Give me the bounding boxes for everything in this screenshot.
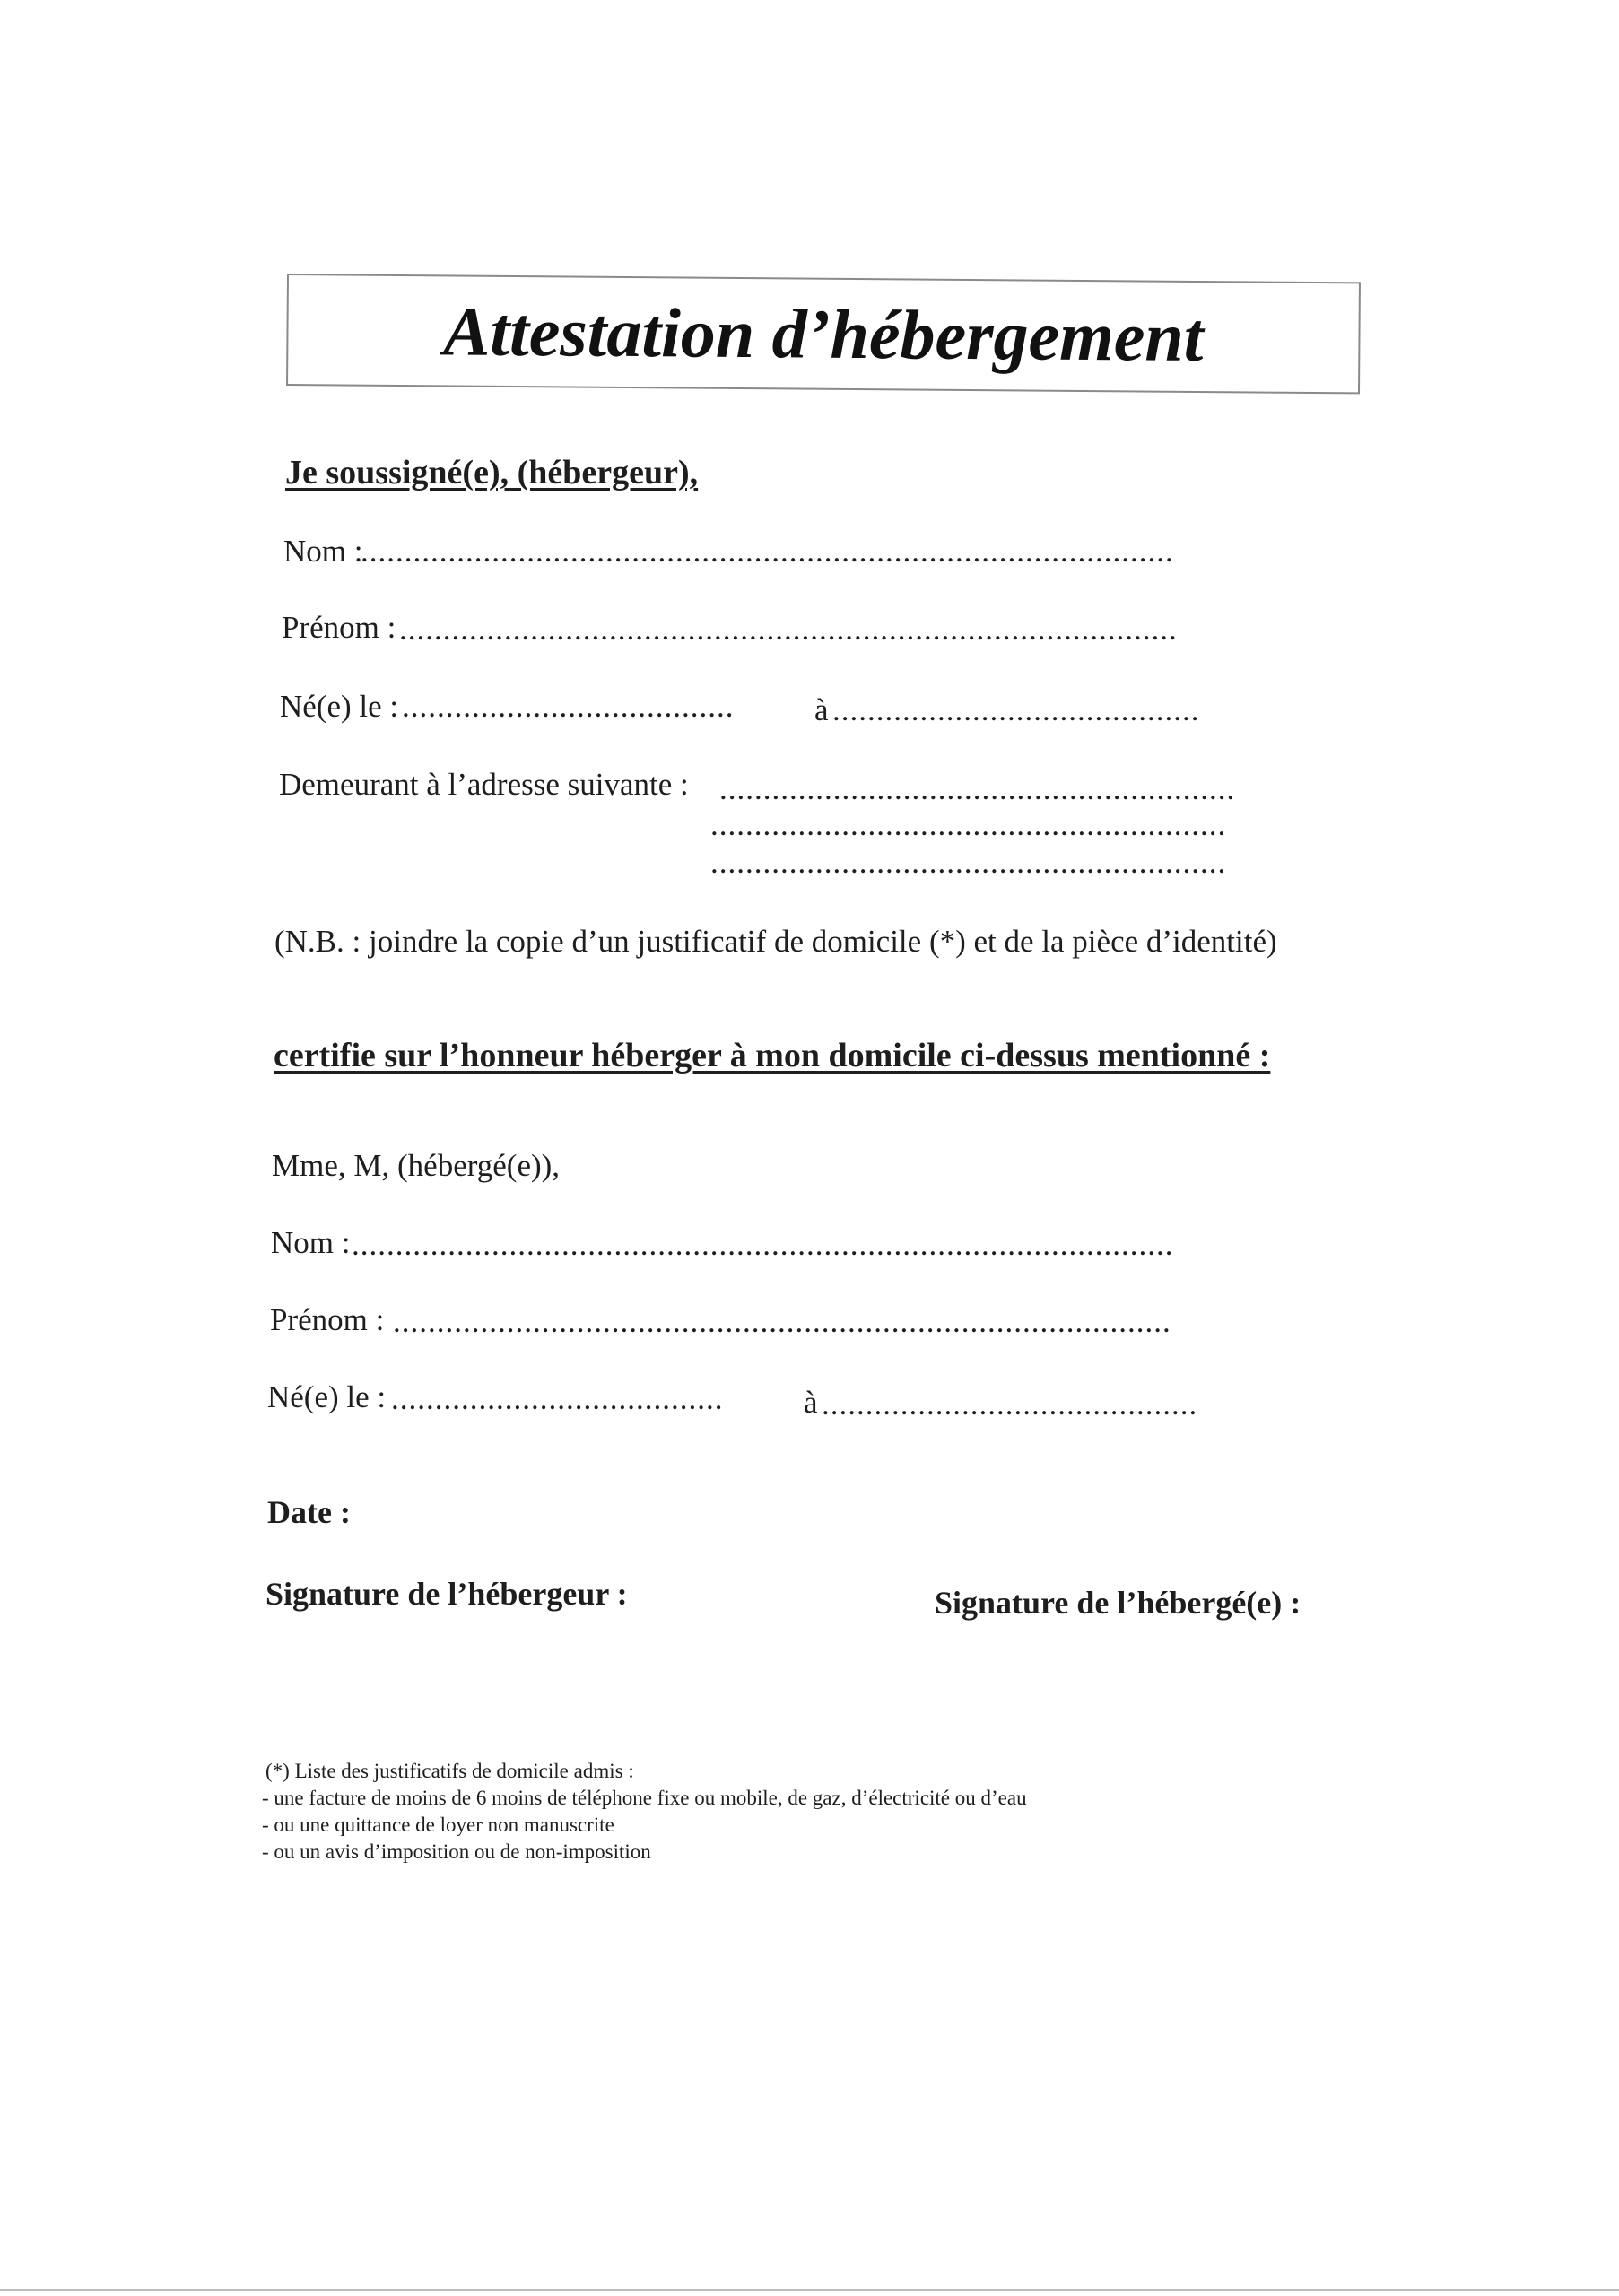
heberge-lieu-field[interactable]: ...........................................	[822, 1387, 1198, 1422]
hebergeur-nom-label: Nom :	[283, 534, 363, 569]
hebergeur-prenom-label: Prénom :	[282, 610, 396, 645]
hebergeur-prenom-field[interactable]: .........................................................................................	[399, 612, 1178, 647]
hebergeur-lieu-label: à	[814, 692, 829, 727]
hebergeur-nom-field[interactable]: .............................................................................................	[361, 534, 1174, 569]
heberge-lieu-label: à	[804, 1385, 818, 1420]
hebergeur-lieu-field[interactable]: ..........................................	[832, 692, 1200, 727]
heberge-ne-label: Né(e) le :	[267, 1379, 387, 1414]
hebergeur-heading: Je soussigné(e), (hébergeur),	[285, 454, 699, 491]
hebergeur-address-field-1[interactable]: ...........................................................	[719, 771, 1236, 806]
footnote-item: - ou un avis d’imposition ou de non-imposition	[262, 1840, 651, 1863]
heberge-ne-field[interactable]: ......................................	[391, 1381, 724, 1416]
heberge-nom-field[interactable]: ..............................................................................................	[352, 1227, 1174, 1262]
certifie-heading: certifie sur l’honneur héberger à mon domicile ci-dessus mentionné :	[274, 1037, 1271, 1074]
title-box	[286, 274, 1361, 394]
footnote-item: - une facture de moins de 6 moins de téléphone fixe ou mobile, de gaz, d’électricité ou d’eau	[262, 1787, 1027, 1809]
footnote-item: - ou une quittance de loyer non manuscrite	[262, 1813, 614, 1836]
heberge-prenom-label: Prénom :	[270, 1302, 385, 1337]
date-label: Date :	[267, 1494, 351, 1530]
hebergeur-address-field-3[interactable]: ...........................................................	[710, 845, 1227, 880]
document-title: Attestation d’hébergement	[443, 291, 1204, 377]
footnote-title: (*) Liste des justificatifs de domicile admis :	[265, 1760, 634, 1782]
hebergeur-address-label: Demeurant à l’adresse suivante :	[279, 767, 689, 802]
signature-hebergeur-label: Signature de l’hébergeur :	[265, 1576, 628, 1612]
heberge-intro: Mme, M, (hébergé(e)),	[272, 1148, 561, 1183]
hebergeur-ne-label: Né(e) le :	[280, 689, 399, 724]
hebergeur-address-field-2[interactable]: ...........................................................	[710, 807, 1227, 842]
hebergeur-ne-field[interactable]: ......................................	[402, 689, 735, 724]
bottom-rule	[0, 2289, 1619, 2291]
signature-heberge-label: Signature de l’hébergé(e) :	[935, 1585, 1301, 1621]
heberge-nom-label: Nom :	[271, 1225, 351, 1260]
nb-note: (N.B. : joindre la copie d’un justificatif de domicile (*) et de la pièce d’identité)	[274, 924, 1277, 959]
heberge-prenom-field[interactable]: .........................................................................................	[393, 1304, 1171, 1339]
